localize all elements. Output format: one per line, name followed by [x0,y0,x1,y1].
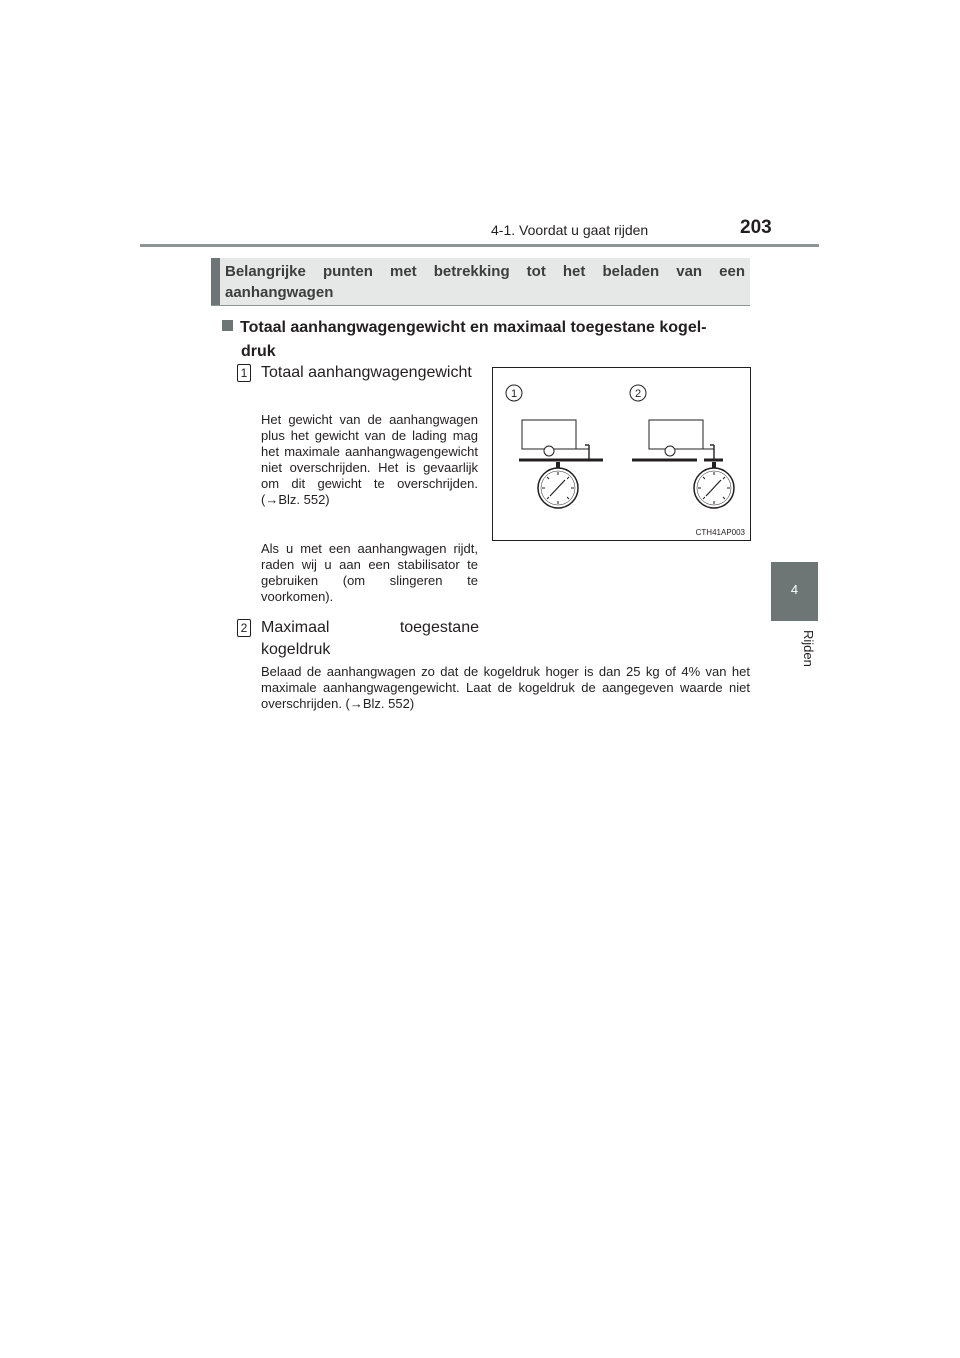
tongue-weight-scale-icon [632,420,734,508]
subsection-heading [222,316,750,364]
trailer-on-scale-icon [519,420,603,508]
figure-label-2: 2 [634,388,642,400]
section-box-bar [211,258,220,306]
item-paragraph: Belaad de aanhangwagen zo dat de kogeldruk hoger is dan 25 kg of 4% van het maximale aanhangwagengewicht. Laat de kogeldruk de aangegeven waarde niet overschrijden. (→Blz. 552) [261,664,750,711]
item-title: Maximaal toegestane kogeldruk [261,619,479,658]
item-paragraph: Het gewicht van de aanhangwagen plus het gewicht van de lading mag het maximale aanhangwagengewicht niet overschrijden. Het is gevaarlijk om dit gewicht te overschrijden. (→Blz. 552) [261,412,478,507]
trailer-weight-figure [492,367,751,541]
square-bullet-icon [222,320,233,331]
page-number: 203 [740,217,772,238]
chapter-name: Rijden [801,630,816,667]
chapter-tab[interactable] [771,562,818,621]
subsection-title-line2: druk [241,343,276,360]
subsection-title-line1: Totaal aanhangwagengewicht en maximaal toegestane kogel- [240,319,707,336]
item-title: Totaal aanhangwagengewicht [261,364,472,381]
item-number-badge: 2 [237,619,251,637]
figure-label-1: 1 [510,388,518,400]
section-title: Belangrijke punten met betrekking tot het beladen van een aanhangwagen [225,263,745,301]
section-box [211,258,750,306]
item-paragraph: Als u met een aanhangwagen rijdt, raden wij u aan een stabilisator te gebruiken (om slingeren te voorkomen). [261,541,478,604]
trailer-scale-illustration [493,368,750,540]
chapter-number: 4 [790,582,799,597]
header-rule [140,244,819,247]
figure-code: CTH41AP003 [695,528,745,537]
item-number-badge: 1 [237,364,251,382]
header-section-title: 4-1. Voordat u gaat rijden [491,222,649,238]
section-box-underline [211,305,750,306]
